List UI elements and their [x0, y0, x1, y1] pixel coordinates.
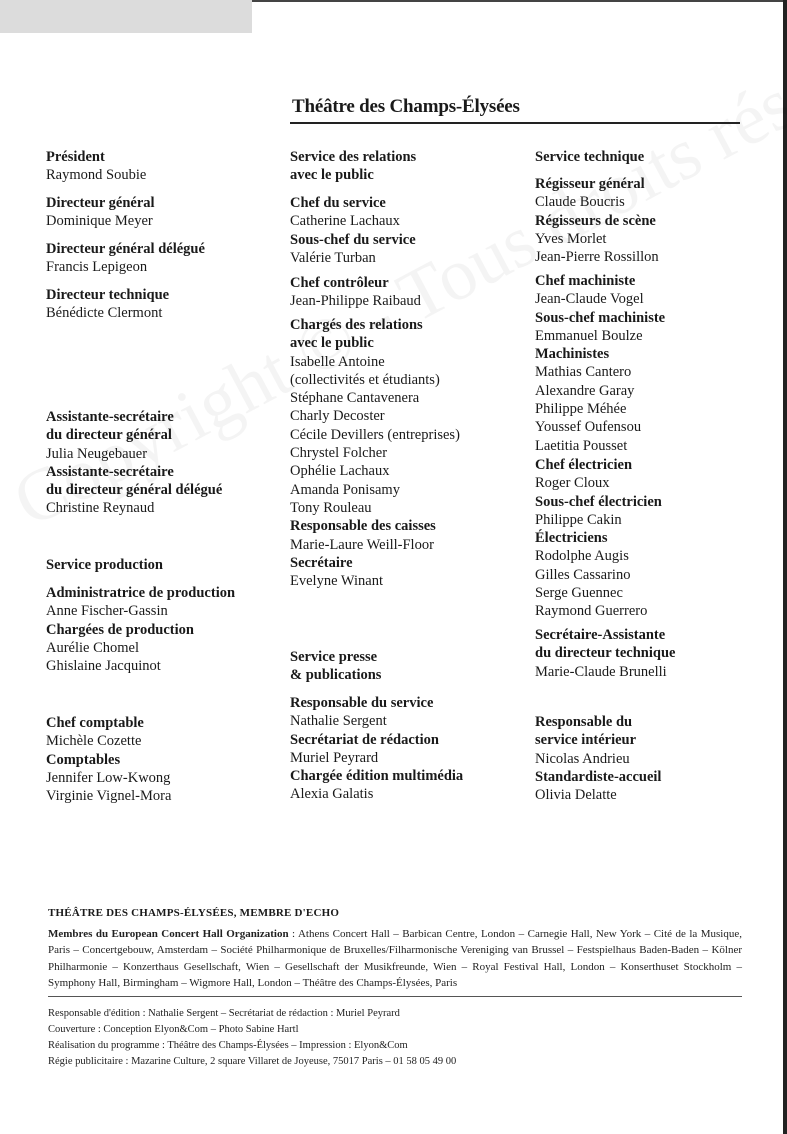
- scan-right-edge: [783, 0, 787, 1134]
- credit-line: Responsable d'édition : Nathalie Sergent – Secrétariat de rédaction : Muriel Peyrard: [48, 1008, 400, 1019]
- staff-name: Nicolas Andrieu: [535, 750, 630, 767]
- echo-members-list: : Athens Concert Hall – Barbican Centre, London – Carnegie Hall, New York – Cité de la Musique, Paris – Concertgebouw, Amsterdam – Société Philharmonique de Bruxelles/Filharmonische Vereniging van Brussel – Festspielhaus Baden-Baden – Kölner Philharmonie – Konzerthaus Gesellschaft, Wien – Gesellschaft der Musikfreunde, Wien – Royal Festival Hall, London – Konserthuset Stockholm – Symphony Hall, Birmingham – Wigmore Hall, London – Théâtre des Champs-Élysées, Paris: [48, 928, 742, 989]
- staff-name: Laetitia Pousset: [535, 437, 628, 454]
- publication-credits: [48, 1006, 742, 1070]
- staff-block: [535, 175, 775, 266]
- staff-name: Anne Fischer-Gassin: [46, 603, 168, 620]
- staff-name: Serge Guennec: [535, 585, 623, 602]
- role-title: Responsable des caisses: [290, 518, 436, 535]
- staff-name: Stéphane Cantavenera: [290, 390, 420, 407]
- staff-name: (collectivités et étudiants): [290, 371, 440, 388]
- staff-name: Charly Decoster: [290, 408, 385, 425]
- footer-divider: [48, 996, 742, 997]
- staff-name: Chrystel Folcher: [290, 445, 388, 462]
- staff-name: Francis Lepigeon: [46, 259, 148, 276]
- role-title: avec le public: [290, 167, 374, 184]
- staff-block: [535, 456, 775, 621]
- role-title: Chargée édition multimédia: [290, 768, 464, 785]
- staff-name: Jean-Pierre Rossillon: [535, 249, 659, 266]
- role-title: Responsable du service: [290, 695, 434, 711]
- role-title: service intérieur: [535, 732, 637, 749]
- role-title: Chef comptable: [46, 715, 144, 731]
- staff-block: [46, 240, 286, 277]
- staff-block: [46, 714, 286, 805]
- staff-block: [290, 148, 530, 185]
- staff-name: Olivia Delatte: [535, 787, 617, 804]
- scan-top-edge: [252, 0, 787, 2]
- title-underline: [290, 122, 740, 124]
- staff-name: Muriel Peyrard: [290, 749, 379, 766]
- staff-name: Philippe Méhée: [535, 401, 627, 418]
- role-title: Régisseur général: [535, 176, 645, 192]
- role-title: Administratrice de production: [46, 585, 236, 601]
- staff-block: [46, 194, 286, 231]
- role-title: Comptables: [46, 751, 121, 768]
- staff-block: [290, 648, 530, 685]
- echo-members-paragraph: [48, 926, 742, 991]
- role-title: Service presse: [290, 649, 378, 665]
- staff-block: [290, 316, 530, 590]
- role-title: du directeur technique: [535, 645, 676, 662]
- role-title: Service technique: [535, 149, 645, 165]
- role-title: & publications: [290, 667, 382, 684]
- echo-membership-title: THÉÂTRE DES CHAMPS-ÉLYSÉES, MEMBRE D'ECHO: [48, 907, 340, 919]
- role-title: Sous-chef du service: [290, 231, 416, 248]
- staff-name: Jean-Philippe Raibaud: [290, 293, 421, 310]
- staff-name: Youssef Oufensou: [535, 419, 642, 436]
- role-title: Chef du service: [290, 195, 386, 211]
- role-title: Assistante-secrétaire: [46, 409, 174, 425]
- role-title: Assistante-secrétaire: [46, 463, 174, 480]
- staff-name: Isabelle Antoine: [290, 353, 385, 370]
- role-title: Directeur général délégué: [46, 241, 205, 257]
- credit-line: Régie publicitaire : Mazarine Culture, 2 square Villaret de Joyeuse, 75017 Paris – 01 58 05 49 00: [48, 1056, 457, 1067]
- page-title: Théâtre des Champs-Élysées: [292, 96, 520, 117]
- staff-name: Bénédicte Clermont: [46, 305, 163, 322]
- staff-name: Virginie Vignel-Mora: [46, 788, 172, 805]
- scan-corner-tab: [0, 0, 252, 33]
- staff-block: [290, 194, 530, 267]
- staff-name: Catherine Lachaux: [290, 213, 400, 230]
- staff-block: [535, 148, 775, 166]
- staff-name: Tony Rouleau: [290, 499, 372, 516]
- staff-name: Jean-Claude Vogel: [535, 291, 644, 308]
- role-title: du directeur général: [46, 427, 172, 444]
- staff-block: [46, 148, 286, 185]
- staff-name: Nathalie Sergent: [290, 713, 387, 730]
- staff-name: Jennifer Low-Kwong: [46, 769, 171, 786]
- staff-name: Valérie Turban: [290, 249, 376, 266]
- echo-members-lead: Membres du European Concert Hall Organization: [48, 928, 289, 940]
- staff-name: Gilles Cassarino: [535, 566, 631, 583]
- staff-name: Ophélie Lachaux: [290, 463, 390, 480]
- role-title: Secrétaire: [290, 554, 353, 571]
- staff-block: [290, 274, 530, 311]
- staff-block: [46, 286, 286, 323]
- staff-name: Aurélie Chomel: [46, 639, 140, 656]
- role-title: Président: [46, 149, 105, 165]
- staff-name: Alexandre Garay: [535, 382, 635, 399]
- role-title: du directeur général délégué: [46, 482, 223, 499]
- role-title: Standardiste-accueil: [535, 768, 662, 785]
- staff-name: Dominique Meyer: [46, 213, 153, 230]
- staff-name: Mathias Cantero: [535, 364, 632, 381]
- role-title: Chef machiniste: [535, 273, 636, 289]
- staff-name: Raymond Guerrero: [535, 603, 648, 620]
- role-title: Responsable du: [535, 714, 633, 730]
- role-title: Chargés des relations: [290, 317, 423, 333]
- staff-block: [46, 408, 286, 518]
- staff-name: Evelyne Winant: [290, 573, 383, 590]
- staff-name: Cécile Devillers (entreprises): [290, 426, 460, 443]
- role-title: Service des relations: [290, 149, 417, 165]
- role-title: Sous-chef électricien: [535, 493, 662, 510]
- staff-block: [46, 584, 286, 675]
- role-title: Chef contrôleur: [290, 275, 389, 291]
- staff-name: Ghislaine Jacquinot: [46, 658, 161, 675]
- staff-block: [535, 272, 775, 455]
- staff-name: Roger Cloux: [535, 475, 610, 492]
- staff-name: Alexia Galatis: [290, 786, 374, 803]
- staff-block: [535, 713, 775, 804]
- staff-block: [535, 626, 775, 681]
- staff-name: Rodolphe Augis: [535, 548, 629, 565]
- staff-block: [290, 694, 530, 804]
- role-title: Secrétariat de rédaction: [290, 731, 439, 748]
- staff-name: Julia Neugebauer: [46, 445, 148, 462]
- role-title: Service production: [46, 557, 163, 573]
- staff-name: Christine Reynaud: [46, 500, 155, 517]
- role-title: Chargées de production: [46, 621, 194, 638]
- staff-name: Raymond Soubie: [46, 167, 147, 184]
- staff-name: Philippe Cakin: [535, 511, 622, 528]
- role-title: Électriciens: [535, 530, 608, 547]
- role-title: Régisseurs de scène: [535, 212, 656, 229]
- staff-block: [46, 556, 286, 574]
- role-title: Chef électricien: [535, 457, 633, 473]
- staff-name: Amanda Ponisamy: [290, 481, 400, 498]
- staff-name: Claude Boucris: [535, 194, 625, 211]
- staff-name: Emmanuel Boulze: [535, 327, 643, 344]
- role-title: Directeur général: [46, 195, 155, 211]
- role-title: avec le public: [290, 335, 374, 352]
- credit-line: Réalisation du programme : Théâtre des Champs-Élysées – Impression : Elyon&Com: [48, 1040, 408, 1051]
- role-title: Machinistes: [535, 346, 610, 363]
- credit-line: Couverture : Conception Elyon&Com – Photo Sabine Hartl: [48, 1024, 299, 1035]
- role-title: Secrétaire-Assistante: [535, 627, 666, 643]
- staff-name: Marie-Laure Weill-Floor: [290, 536, 434, 553]
- role-title: Directeur technique: [46, 287, 170, 303]
- role-title: Sous-chef machiniste: [535, 309, 666, 326]
- staff-name: Marie-Claude Brunelli: [535, 663, 667, 680]
- staff-name: Yves Morlet: [535, 230, 607, 247]
- staff-name: Michèle Cozette: [46, 733, 142, 750]
